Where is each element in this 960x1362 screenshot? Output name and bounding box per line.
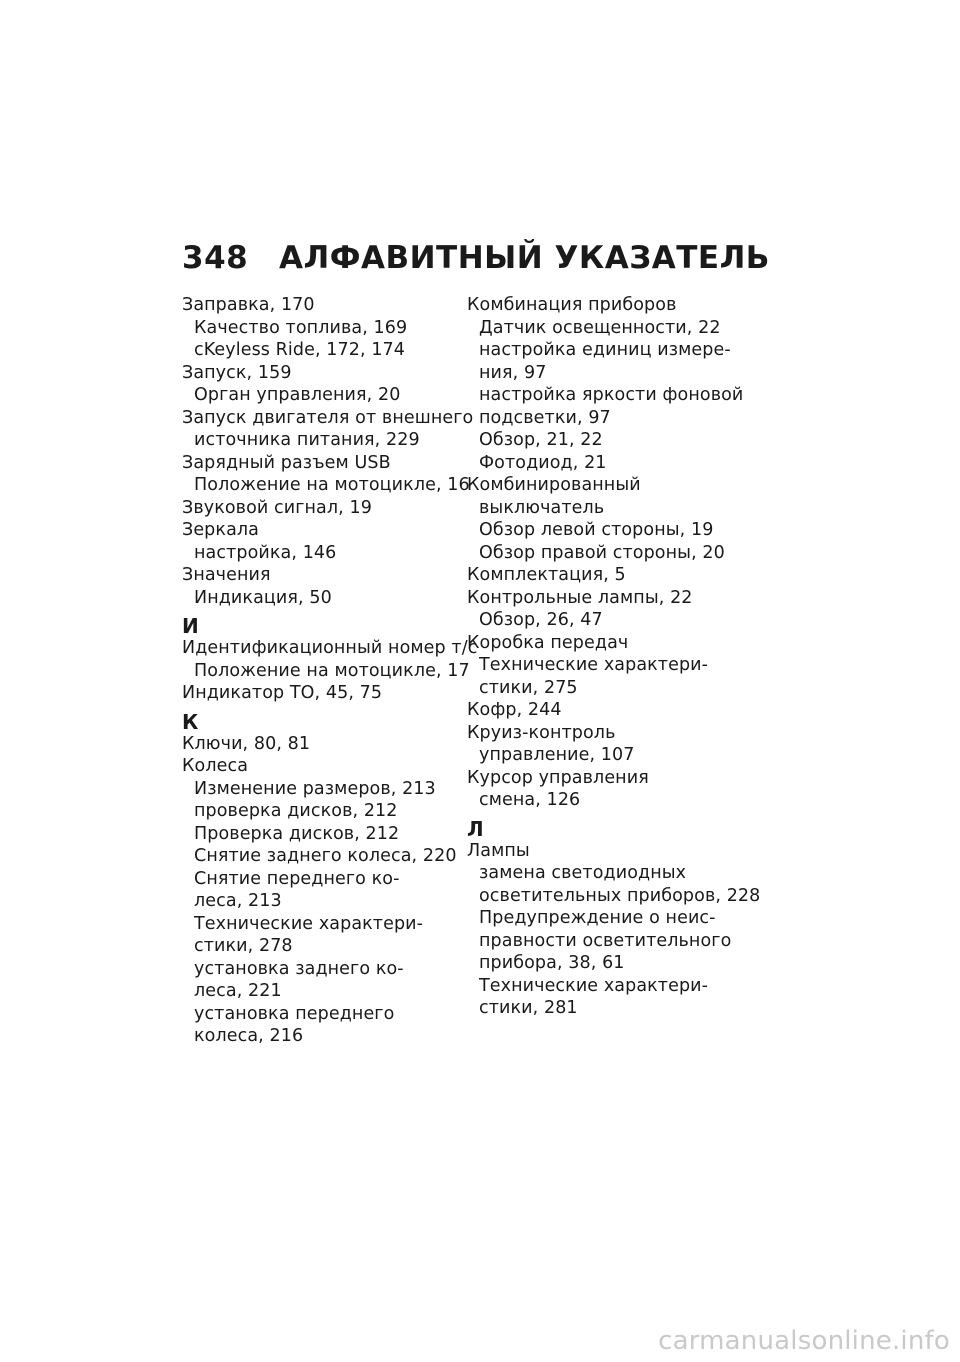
index-subentry: проверка дисков, 212 bbox=[194, 801, 398, 821]
index-subentry: осветительных приборов, 228 bbox=[479, 885, 761, 906]
index-entry: Коробка передач bbox=[467, 632, 629, 653]
page-header bbox=[182, 240, 770, 276]
index-subentry: Качество топлива, 169 bbox=[194, 317, 408, 338]
index-entry: Лампы bbox=[467, 840, 530, 861]
index-entry: Запуск, 159 bbox=[182, 362, 292, 383]
index-entry: Индикатор ТО, 45, 75 bbox=[182, 683, 383, 703]
index-subentry: колеса, 216 bbox=[194, 1026, 304, 1046]
index-subentry: прибора, 38, 61 bbox=[479, 953, 625, 973]
index-entry: Запуск двигателя от внешнего bbox=[182, 407, 474, 428]
index-subentry: настройка, 146 bbox=[194, 542, 337, 563]
index-subentry: ния, 97 bbox=[479, 362, 547, 383]
index-entry: Зарядный разъем USB bbox=[182, 452, 391, 473]
index-subentry: замена светодиодных bbox=[479, 863, 687, 883]
index-entry: Комбинированный bbox=[467, 475, 641, 495]
index-subentry: установка переднего bbox=[194, 1003, 395, 1024]
index-subentry: Технические характери- bbox=[479, 975, 709, 996]
index-subentry: леса, 221 bbox=[194, 981, 282, 1001]
page-number: 348 bbox=[182, 240, 249, 276]
index-subentry: Положение на мотоцикле, 16 bbox=[194, 475, 470, 495]
index-subentry: Обзор, 26, 47 bbox=[479, 610, 603, 630]
index-subentry: Фотодиод, 21 bbox=[479, 452, 607, 473]
index-subentry: Обзор, 21, 22 bbox=[479, 430, 603, 450]
index-subentry: правности осветительного bbox=[479, 930, 732, 951]
section-letter: И bbox=[182, 614, 199, 638]
index-subentry: выключатель bbox=[479, 497, 605, 518]
index-subentry: смена, 126 bbox=[479, 790, 581, 810]
index-subentry: Датчик освещенности, 22 bbox=[479, 317, 721, 338]
index-subentry: Проверка дисков, 212 bbox=[194, 823, 400, 844]
index-subentry: управление, 107 bbox=[479, 745, 635, 765]
index-subentry: Орган управления, 20 bbox=[194, 385, 401, 405]
index-entry: Идентификационный номер т/с bbox=[182, 638, 478, 658]
index-entry: Курсор управления bbox=[467, 767, 649, 788]
index-entry: Ключи, 80, 81 bbox=[182, 733, 311, 754]
index-subentry: Технические характери- bbox=[194, 913, 424, 934]
index-entry: Звуковой сигнал, 19 bbox=[182, 497, 372, 518]
index-column-right bbox=[467, 294, 761, 1020]
index-column-left bbox=[182, 294, 478, 1048]
index-subentry: Обзор левой стороны, 19 bbox=[479, 520, 714, 540]
page-title: АЛФАВИТНЫЙ УКАЗАТЕЛЬ bbox=[279, 240, 770, 276]
index-subentry: настройка яркости фоновой bbox=[479, 385, 744, 405]
index-subentry: Изменение размеров, 213 bbox=[194, 778, 436, 799]
index-subentry: Предупреждение о неис- bbox=[479, 908, 716, 928]
index-entry: Зеркала bbox=[182, 520, 259, 540]
index-entry: Заправка, 170 bbox=[182, 295, 315, 315]
index-subentry: настройка единиц измере- bbox=[479, 340, 731, 360]
index-subentry: cKeyless Ride, 172, 174 bbox=[194, 340, 406, 360]
index-entry: Значения bbox=[182, 565, 271, 585]
index-entry: Комплектация, 5 bbox=[467, 565, 626, 585]
section-letter: Л bbox=[467, 816, 484, 841]
index-subentry: источника питания, 229 bbox=[194, 430, 420, 450]
index-subentry: Обзор правой стороны, 20 bbox=[479, 542, 725, 563]
index-entry: Кофр, 244 bbox=[467, 700, 562, 720]
index-subentry: стики, 278 bbox=[194, 936, 293, 956]
index-entry: Контрольные лампы, 22 bbox=[467, 587, 693, 608]
index-subentry: Снятие заднего колеса, 220 bbox=[194, 846, 457, 866]
index-subentry: леса, 213 bbox=[194, 891, 282, 911]
index-entry: Круиз-контроль bbox=[467, 722, 616, 743]
index-subentry: стики, 281 bbox=[479, 998, 578, 1018]
index-entry: Колеса bbox=[182, 756, 249, 776]
section-letter: К bbox=[182, 709, 199, 734]
index-subentry: Индикация, 50 bbox=[194, 587, 332, 608]
index-entry: Комбинация приборов bbox=[467, 295, 677, 315]
index-subentry: Снятие переднего ко- bbox=[194, 868, 400, 889]
index-subentry: подсветки, 97 bbox=[479, 407, 611, 428]
index-subentry: Положение на мотоцикле, 17 bbox=[194, 660, 470, 681]
index-subentry: стики, 275 bbox=[479, 677, 578, 698]
index-subentry: установка заднего ко- bbox=[194, 958, 404, 979]
watermark: carmanualsonline.info bbox=[658, 1326, 950, 1356]
index-subentry: Технические характери- bbox=[479, 655, 709, 675]
